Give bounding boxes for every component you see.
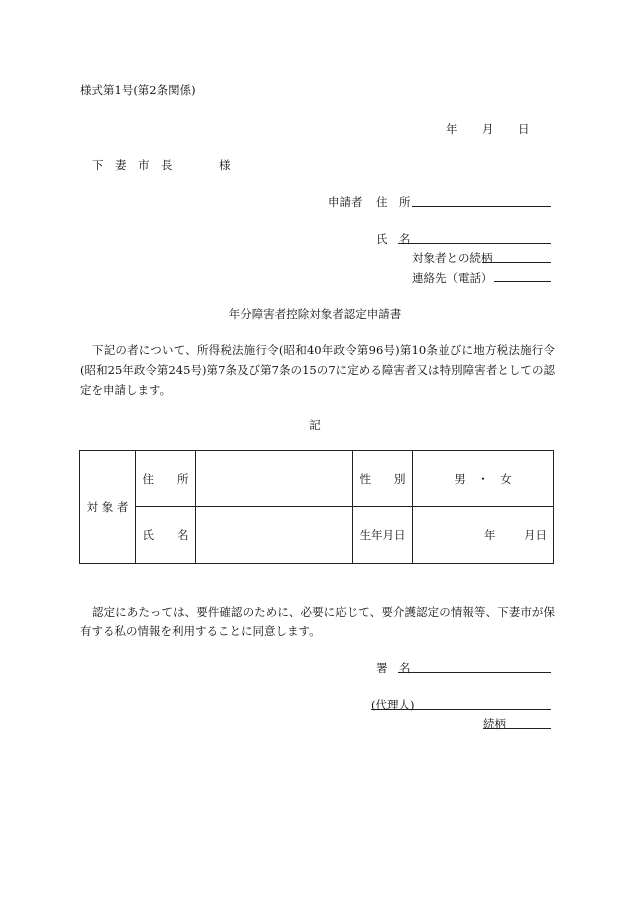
application-body-text: 下記の者について、所得税法施行令(昭和40年政令第96号)第10条並びに地方税法施行令(昭和25年政令第245号)第7条及び第7条の15の7に定める障害者又は特別障害者としての認定を申請します。 bbox=[80, 343, 555, 397]
proxy-relation-label: 続柄 bbox=[483, 717, 506, 731]
date-line bbox=[446, 121, 530, 137]
signature-field[interactable] bbox=[398, 672, 551, 673]
signature-label: 署 名 bbox=[376, 661, 411, 675]
subject-dob-label: 生年月日 bbox=[353, 507, 413, 564]
subject-name-field[interactable] bbox=[196, 507, 353, 564]
subject-address-label: 住 所 bbox=[136, 451, 196, 507]
applicant-label: 申請者 bbox=[328, 195, 363, 209]
applicant-address-label: 住 所 bbox=[376, 195, 411, 209]
subject-name-label: 氏 名 bbox=[136, 507, 196, 564]
proxy-label: (代理人) bbox=[371, 698, 415, 712]
applicant-name-field[interactable] bbox=[398, 243, 551, 244]
relation-label: 対象者との続柄 bbox=[412, 251, 493, 265]
date-month: 月 bbox=[482, 122, 494, 136]
consent-text: 認定にあたっては、要件確認のために、必要に応じて、要介護認定の情報等、下妻市が保有する私の情報を利用することに同意します。 bbox=[80, 605, 555, 638]
subject-gender-field[interactable]: 男 ・ 女 bbox=[413, 451, 554, 507]
dob-year: 年 bbox=[484, 528, 496, 542]
addressee: 下 妻 市 長 bbox=[92, 158, 173, 172]
applicant-name-label: 氏 名 bbox=[376, 232, 411, 246]
document-title: 年分障害者控除対象者認定申請書 bbox=[228, 307, 402, 321]
proxy-relation-field[interactable] bbox=[483, 728, 551, 729]
dob-day: 日 bbox=[535, 528, 547, 542]
date-day: 日 bbox=[518, 122, 530, 136]
date-year: 年 bbox=[446, 122, 458, 136]
dob-month: 月 bbox=[524, 528, 536, 542]
addressee-honorific: 様 bbox=[219, 158, 231, 172]
contact-label: 連絡先（電話） bbox=[412, 271, 493, 285]
subject-label: 対 象 者 bbox=[80, 451, 136, 564]
subject-table bbox=[79, 450, 554, 564]
subject-gender-label: 性 別 bbox=[353, 451, 413, 507]
subject-address-field[interactable] bbox=[196, 451, 353, 507]
relation-field[interactable] bbox=[482, 262, 551, 263]
applicant-address-field[interactable] bbox=[412, 206, 551, 207]
proxy-field[interactable] bbox=[371, 709, 551, 710]
ki-label: 記 bbox=[309, 418, 321, 432]
form-number: 様式第1号(第2条関係) bbox=[80, 83, 196, 97]
contact-field[interactable] bbox=[494, 281, 551, 282]
subject-dob-field[interactable] bbox=[413, 507, 554, 564]
